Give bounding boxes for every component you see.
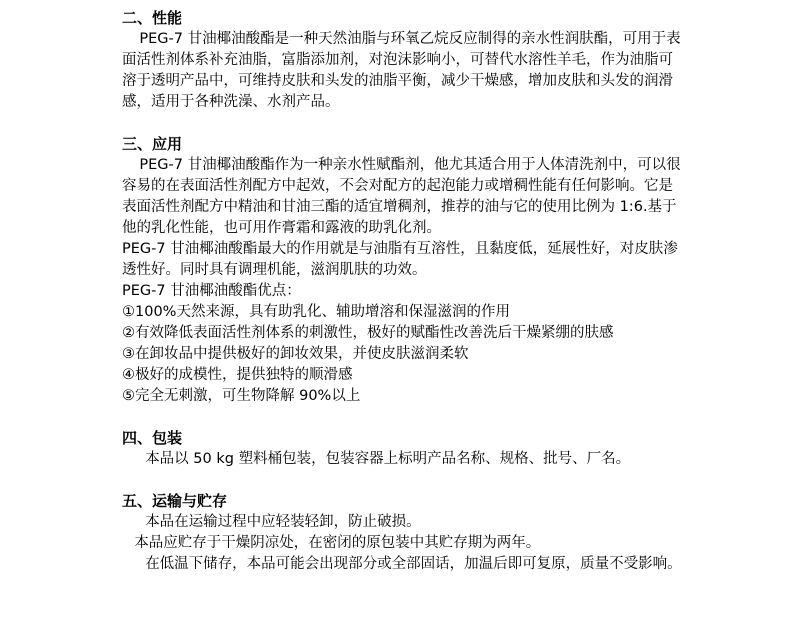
section-heading-storage: 五、运输与贮存 [122,492,228,510]
storage-line-3: 在低温下储存，本品可能会出现部分或全部固话，加温后即可复原，质量不受影响。 [145,556,682,572]
section-application [122,134,682,407]
performance-paragraph: PEG-7 甘油椰油酸酯是一种天然油脂与环氧乙烷反应制得的亲水性润肤酯，可用于表面活性剂体系补充油脂，富脂添加剂，对泡沫影响小，可替代水溶性羊毛，作为油脂可溶于透明产品中，可维持皮肤和头发的油脂平衡，减少干燥感，增加皮肤和头发的润滑感，适用于各种洗澡、水剂产品。 [122,31,681,110]
spacer [122,470,682,491]
storage-line-1: 本品在运输过程中应轻装轻卸，防止破损。 [145,514,421,530]
application-paragraph-1: PEG-7 甘油椰油酸酯作为一种亲水性赋酯剂，他尤其适合用于人体清洗剂中，可以很容易的在表面活性剂配方中起效，不会对配方的起泡能力或增稠性能有任何影响。它是表面活性剂配方中精油和甘油三酯的适宜增稠剂，推荐的油与它的使用比例为 1:6.基于他的乳化性能，也可用作膏霜和露液的助乳化剂。 [122,157,681,236]
section-heading-performance: 二、性能 [122,9,183,27]
section-heading-application: 三、应用 [122,135,183,153]
advantage-item: ③在卸妆品中提供极好的卸妆效果，并使皮肤滋润柔软 [122,346,469,362]
advantage-item: ①100%天然来源，具有助乳化、辅助增溶和保湿滋润的作用 [122,304,510,320]
section-performance [122,8,682,113]
advantage-item: ②有效降低表面活性剂体系的刺激性，极好的赋酯性改善洗后干燥紧绷的肤感 [122,325,614,341]
storage-line-2: 本品应贮存于干燥阴凉处，在密闭的原包装中其贮存期为两年。 [134,535,541,551]
section-packaging [122,428,682,470]
advantages-title: PEG-7 甘油椰油酸酯优点： [122,283,301,299]
packaging-paragraph: 本品以 50 kg 塑料桶包装，包装容器上标明产品名称、规格、批号、厂名。 [145,451,631,467]
advantage-item: ⑤完全无刺激，可生物降解 90%以上 [122,388,361,404]
application-paragraph-2: PEG-7 甘油椰油酸酯最大的作用就是与油脂有互溶性，且黏度低，延展性好，对皮肤渗透性好。同时具有调理机能，滋润肌肤的功效。 [122,241,678,278]
section-heading-packaging: 四、包装 [122,429,183,447]
spacer [122,113,682,134]
section-storage [122,491,682,575]
spacer [122,407,682,428]
document-body [122,8,682,575]
advantage-item: ④极好的成模性，提供独特的顺滑感 [122,367,353,383]
